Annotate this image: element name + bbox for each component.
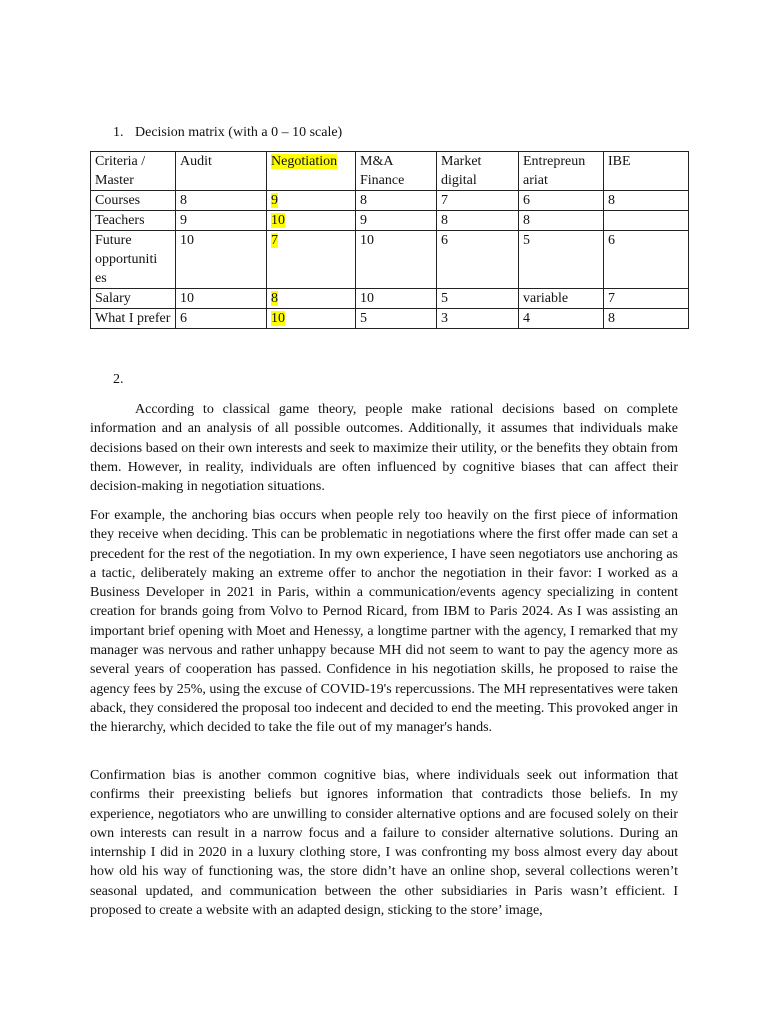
table-cell: 6 (176, 309, 267, 329)
highlighted-text: 9 (271, 193, 278, 208)
table-cell: 3 (437, 309, 519, 329)
header-cell-criteria: Criteria / Master (91, 152, 176, 191)
row-label: What I prefer (91, 309, 176, 329)
row-label: Salary (91, 289, 176, 309)
header-cell-ma-finance: M&A Finance (356, 152, 437, 191)
table-cell: 10 (176, 231, 267, 289)
table-cell: 5 (356, 309, 437, 329)
table-cell (604, 211, 689, 231)
table-cell: 9 (176, 211, 267, 231)
table-header-row (91, 152, 689, 191)
row-label: Future opportuniti es (91, 231, 176, 289)
table-cell: 6 (604, 231, 689, 289)
table-cell (267, 211, 356, 231)
row-label: Teachers (91, 211, 176, 231)
header-cell-ibe: IBE (604, 152, 689, 191)
section-heading-decision-matrix (113, 124, 342, 141)
paragraph-game-theory: According to classical game theory, people make rational decisions based on complete information and an analysis of all possible outcomes. Additionally, it assumes that individuals make decisions based on their own interests and seek to maximize their utility, or the benefits they obtain from them. However, in reality, individuals are often influenced by cognitive biases that can affect their decision-making in negotiation situations. (90, 402, 678, 495)
table-cell: 8 (604, 191, 689, 211)
table-cell: 8 (437, 211, 519, 231)
header-cell-market-digital: Market digital (437, 152, 519, 191)
table-cell: 8 (176, 191, 267, 211)
paragraph-anchoring-bias: For example, the anchoring bias occurs when people rely too heavily on the first piece of information they receive when deciding. This can be problematic in negotiations where the first offer made can set a precedent for the rest of the negotiation. In my own experience, I have seen negotiators use anchoring as a tactic, deliberately making an extreme offer to anchor the negotiation in their favor: I worked as a Business Developer in 2021 in Paris, within a communication/events agency specializing in content creation for brands going from Volvo to Pernod Ricard, from IBM to Paris 2024. As I was assisting an important brief opening with Moet and Henessy, a longtime partner with the agency, I remarked that my manager was nervous and rather unhappy because MH did not seem to want to pay the agency more as several years of cooperation has passed. Confidence in his negotiation skills, he proposed to raise the agency fees by 25%, using the excuse of COVID-19's repercussions. The MH representatives were taken aback, they considered the proposal too indecent and decided to end the meeting. This provoked anger in the hierarchy, which decided to take the file out of my manager's hands. (90, 508, 678, 736)
table-cell: 10 (356, 231, 437, 289)
header-cell-negotiation (267, 152, 356, 191)
header-cell-audit: Audit (176, 152, 267, 191)
table-row (91, 289, 689, 309)
table-row (91, 191, 689, 211)
row-label: Courses (91, 191, 176, 211)
table-row (91, 309, 689, 329)
table-cell (267, 231, 356, 289)
section-number-2: 2. (113, 372, 124, 387)
table-cell: 6 (437, 231, 519, 289)
header-cell-entrepreneuriat: Entrepreun ariat (519, 152, 604, 191)
table-row (91, 231, 689, 289)
highlighted-text: 8 (271, 291, 278, 306)
table-cell (267, 309, 356, 329)
table-cell: 4 (519, 309, 604, 329)
section-number: 1. (113, 125, 124, 140)
table-cell: 9 (356, 211, 437, 231)
table-row (91, 211, 689, 231)
table-cell: 8 (604, 309, 689, 329)
decision-matrix-table (90, 151, 689, 329)
table-cell: 10 (356, 289, 437, 309)
table-cell: 6 (519, 191, 604, 211)
table-cell: 8 (519, 211, 604, 231)
table-cell (267, 289, 356, 309)
table-cell: 8 (356, 191, 437, 211)
table-cell: 7 (437, 191, 519, 211)
table-cell: variable (519, 289, 604, 309)
highlighted-text: 10 (271, 311, 285, 326)
table-cell: 5 (437, 289, 519, 309)
table-cell: 7 (604, 289, 689, 309)
highlighted-text: 7 (271, 233, 278, 248)
paragraph-confirmation-bias: Confirmation bias is another common cognitive bias, where individuals seek out information that confirms their preexisting beliefs but ignores information that contradicts those beliefs. In my experience, negotiators who are unwilling to consider alternative options and are focused solely on their own interests can result in a narrow focus and a failure to consider alternative solutions. During an internship I did in 2020 in a luxury clothing store, I was confronting my boss almost every day about how old his way of functioning was, the store didn’t have an online shop, several collections weren’t seasonal updated, and communication between the other subsidiaries in Paris wasn’t efficient. I proposed to create a website with an adapted design, sticking to the store’ image, (90, 768, 678, 919)
highlighted-text: Negotiation (271, 154, 338, 169)
table-cell: 10 (176, 289, 267, 309)
table-cell (267, 191, 356, 211)
table-cell: 5 (519, 231, 604, 289)
section-title: Decision matrix (with a 0 – 10 scale) (135, 125, 343, 140)
highlighted-text: 10 (271, 213, 285, 228)
